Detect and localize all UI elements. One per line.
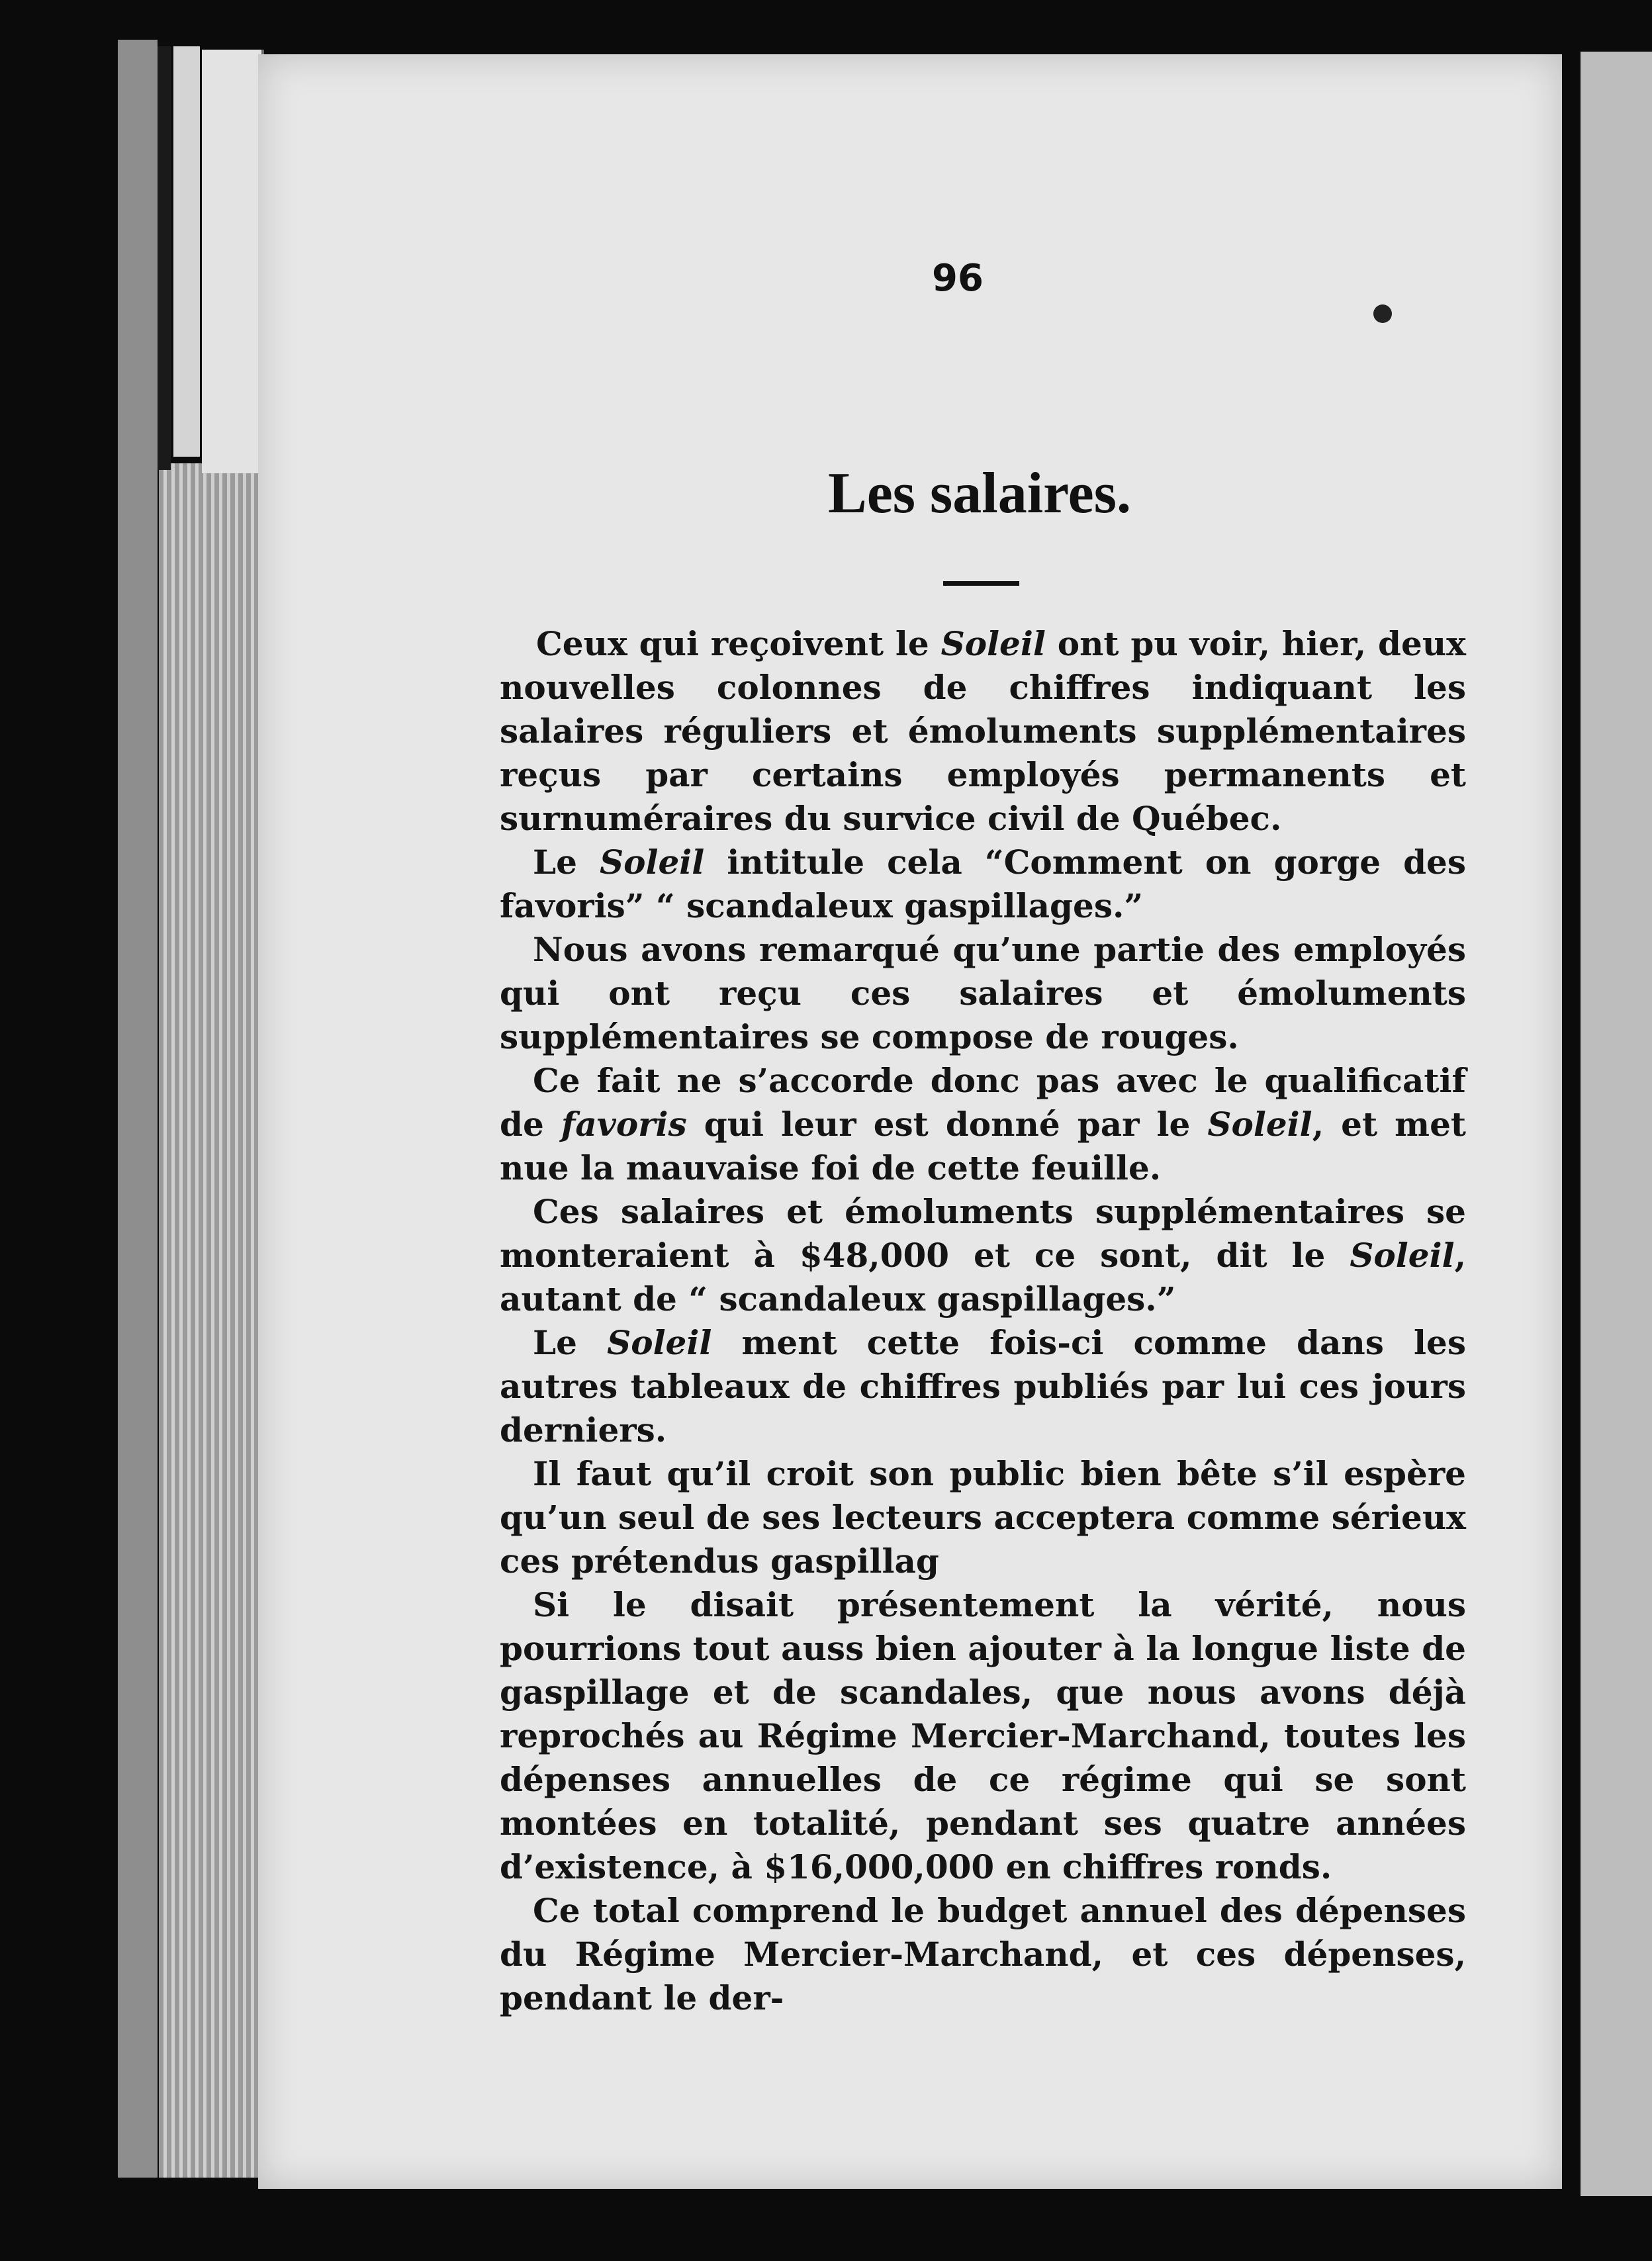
page-stack-edge <box>118 40 158 2178</box>
page-stack-shadow <box>158 46 171 470</box>
page-number: 96 <box>932 257 984 300</box>
title-rule <box>943 581 1019 586</box>
paragraph: Ce total comprend le budget annuel des dépenses du Régime Mercier-Marchand, et ces dépenses, pendant le der- <box>500 1891 1466 2017</box>
page-stack-flap-inner <box>202 50 264 473</box>
page-stack-leaves <box>159 463 271 2178</box>
paragraph: Il faut qu’il croit son public bien bête s’il espère qu’un seul de ses lecteurs acceptera comme sérieux ces prétendus gaspillag <box>500 1454 1466 1581</box>
paragraph: Ces salaires et émoluments supplémentaires se monteraient à $48,000 et ce sont, dit le Soleil, autant de “ scandaleux gaspillages.” <box>500 1192 1466 1318</box>
section-title: Les salaires. <box>828 461 1131 526</box>
page-stack-flap <box>173 46 200 457</box>
paragraph: Si le disait présentement la vérité, nous pourrions tout auss bien ajouter à la longue liste de gaspillage et de scandales, que nous avons déjà reprochés au Régime Mercier-Marchand, toutes les dépenses annuelles de ce régime qui se sont montées en totalité, pendant ses quatre années d’existence, à $16,000,000 en chiffres ronds. <box>500 1585 1466 1886</box>
paragraph: Ceux qui reçoivent le Soleil ont pu voir, hier, deux nouvelles colonnes de chiffres indiquant les salaires réguliers et émoluments supplémentaires reçus par certains employés permanents et surnuméraires du survice civil de Québec. <box>500 624 1466 838</box>
paragraph: Le Soleil ment cette fois-ci comme dans les autres tableaux de chiffres publiés par lui ces jours derniers. <box>500 1323 1467 1450</box>
paragraph: Nous avons remarqué qu’une partie des employés qui ont reçu ces salaires et émoluments supplémentaires se compose de rouges. <box>500 930 1466 1056</box>
ink-blot <box>1373 304 1392 323</box>
adjacent-page-strip <box>1581 52 1652 2196</box>
paragraph: Le Soleil intitule cela “Comment on gorge des favoris” “ scandaleux gaspillages.” <box>500 843 1466 925</box>
article-body <box>500 622 1466 2020</box>
paragraph: Ce fait ne s’accorde donc pas avec le qualificatif de favoris qui leur est donné par le Soleil, et met nue la mauvaise foi de cette feuille. <box>500 1061 1466 1187</box>
